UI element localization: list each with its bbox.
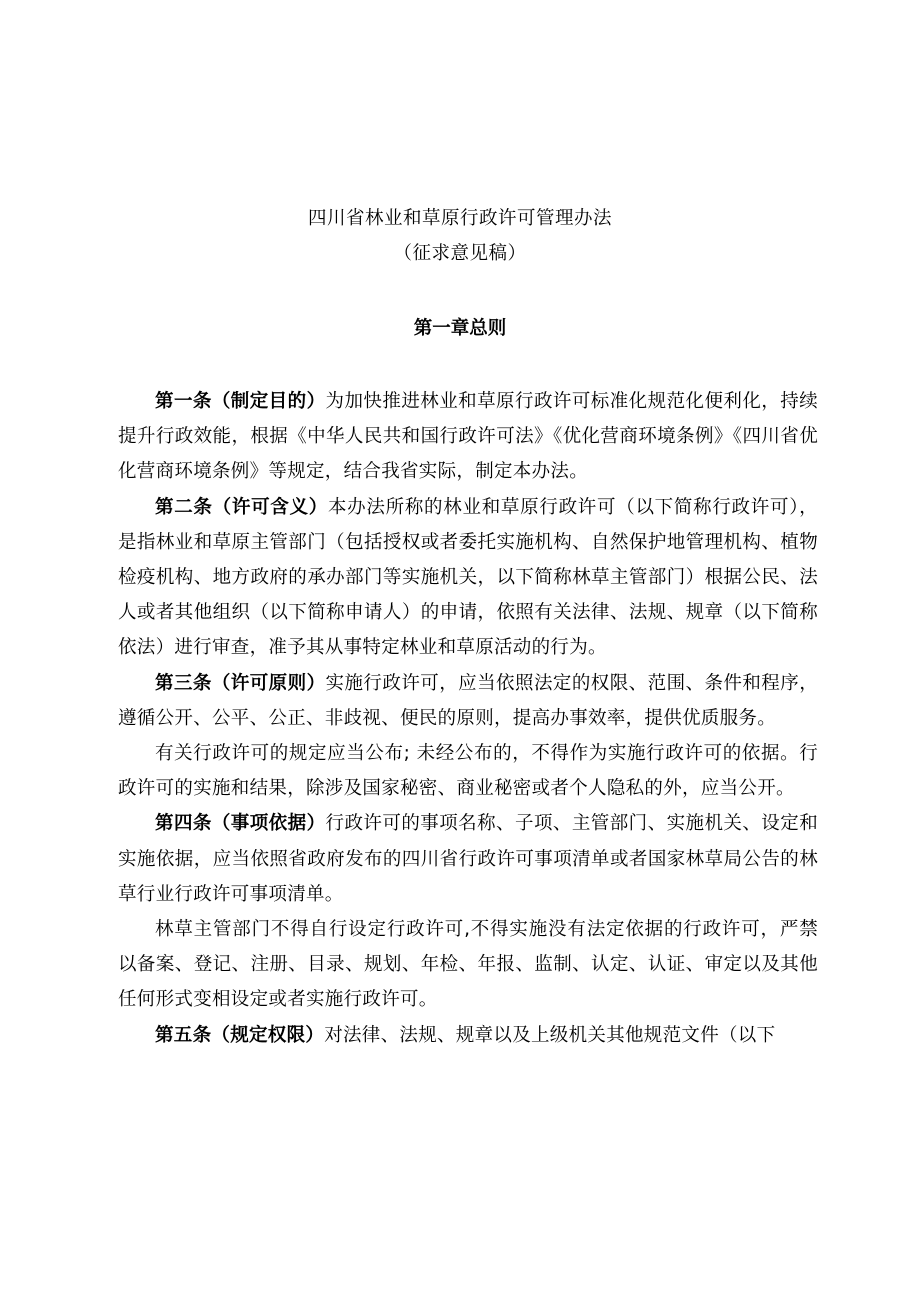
document-title: 四川省林业和草原行政许可管理办法 (307, 208, 612, 229)
article-text: 对法律、法规、规章以及上级机关其他规范文件（以下 (324, 1024, 776, 1046)
article-4-paragraph-2 (118, 912, 818, 1018)
article-3-paragraph-2 (118, 736, 818, 806)
article-2 (118, 490, 818, 666)
article-heading: 第三条（许可原则） (155, 672, 326, 694)
article-4 (118, 806, 818, 912)
article-heading: 第一条（制定目的） (155, 391, 326, 412)
article-heading: 第五条（规定权限） (155, 1024, 325, 1046)
article-text: 行政许可的事项名称、子项、主管部门、实施机关、设定和实施依据，应当依照省政府发布的四川省行政许可事项清单或者国家林草局公告的林草行业行政许可事项清单。 (118, 813, 818, 905)
article-text: 实施行政许可，应当依照法定的权限、范围、条件和程序，遵循公开、公平、公正、非歧视、便民的原则，提高办事效率，提供优质服务。 (118, 672, 818, 729)
article-5 (118, 1018, 818, 1053)
article-text: 为加快推进林业和草原行政许可标准化规范化便利化，持续提升行政效能，根据《中华人民共和国行政许可法》《优化营商环境条例》《四川省优化营商环境条例》等规定，结合我省实际，制定本办法。 (118, 391, 818, 483)
article-3 (118, 666, 818, 736)
article-heading: 第四条（事项依据） (155, 813, 326, 835)
chapter-title: 第一章总则 (413, 318, 507, 339)
article-text: 本办法所称的林业和草原行政许可（以下简称行政许可），是指林业和草原主管部门（包括授权或者委托实施机构、自然保护地管理机构、植物检疫机构、地方政府的承办部门等实施机关，以下简称林草主管部门）根据公民、法人或者其他组织（以下简称申请人）的申请，依照有关法律、法规、规章（以下简称依法）进行审查，准予其从事特定林业和草原活动的行为。 (118, 496, 818, 659)
article-heading: 第二条（许可含义） (155, 496, 328, 518)
article-text: 有关行政许可的规定应当公布; 未经公布的，不得作为实施行政许可的依据。行政许可的实施和结果，除涉及国家秘密、商业秘密或者个人隐私的外，应当公开。 (118, 743, 818, 800)
article-text: 林草主管部门不得自行设定行政许可,不得实施没有法定依据的行政许可，严禁以备案、登记、注册、目录、规划、年检、年报、监制、认定、认证、审定以及其他任何形式变相设定或者实施行政许可。 (118, 919, 818, 1011)
document-body (118, 384, 818, 1053)
document-subtitle: （征求意见稿） (393, 243, 527, 264)
article-1 (118, 384, 818, 490)
